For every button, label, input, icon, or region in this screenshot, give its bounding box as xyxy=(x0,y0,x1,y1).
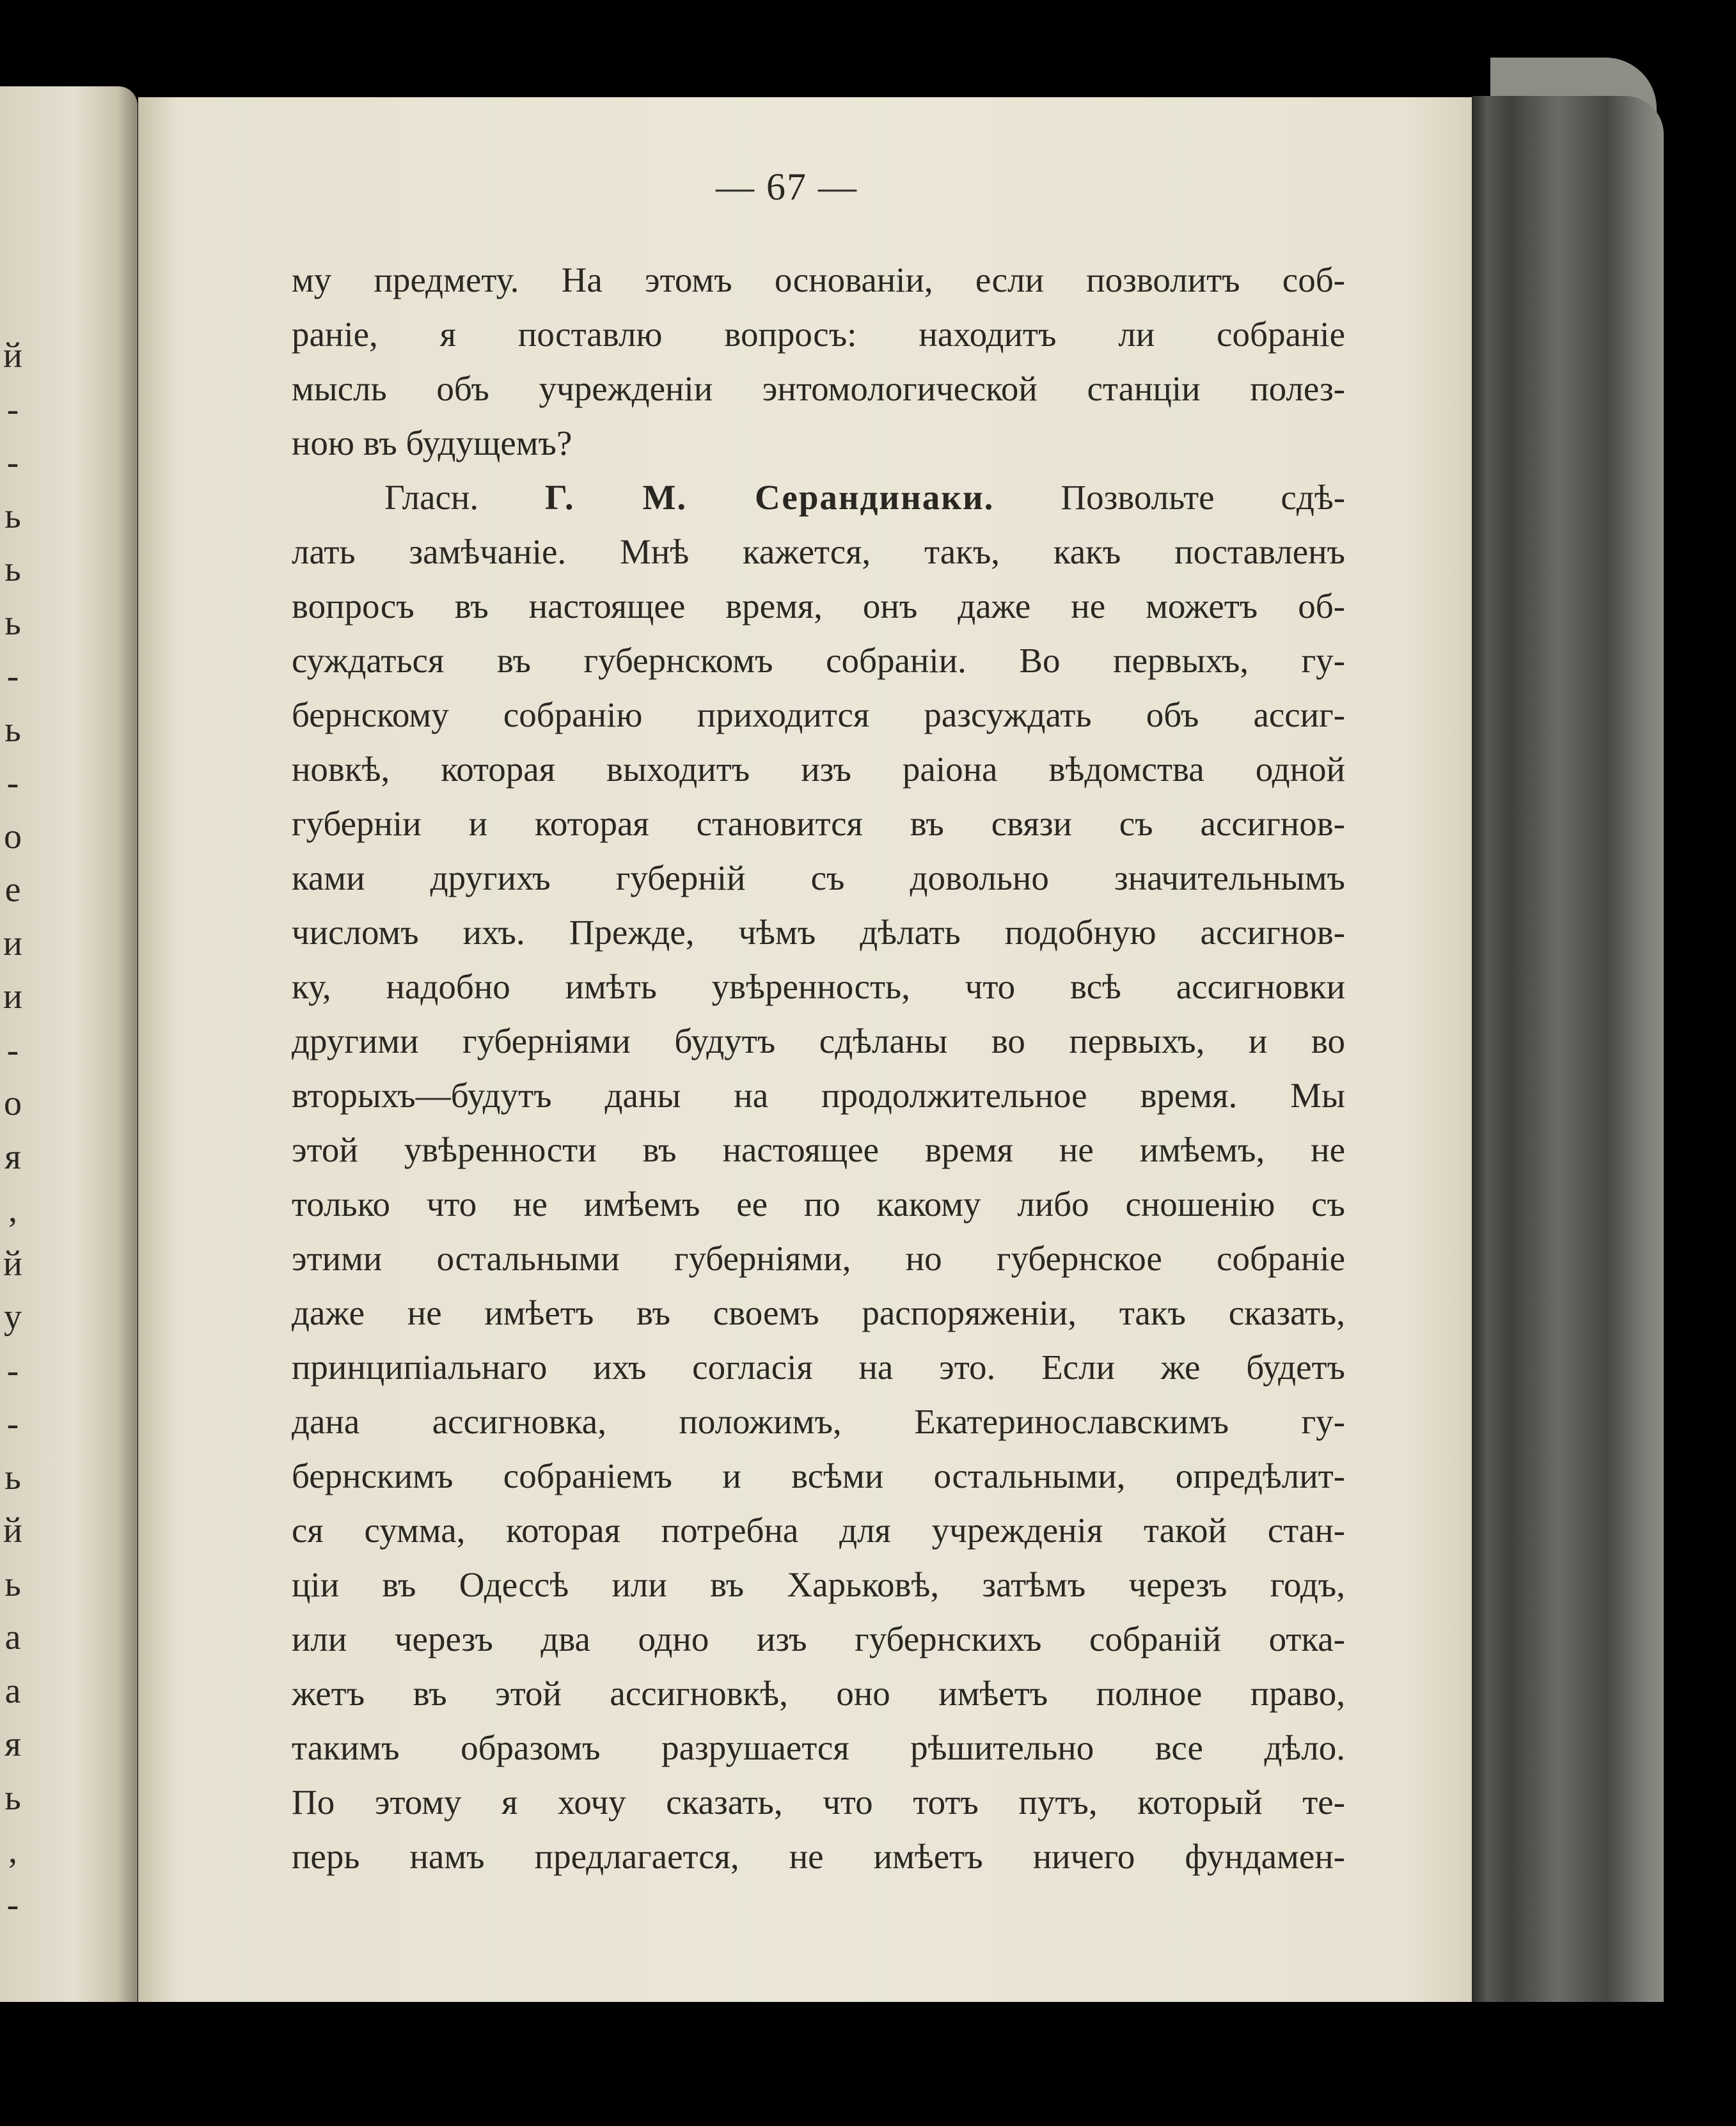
edge-char: ь xyxy=(4,709,21,750)
text-line: бернскому собранiю приходится разсуждать объ ассиг- xyxy=(292,695,1345,734)
speech-heading-line xyxy=(292,470,1345,524)
text-line: дана ассигновка, положимъ, Екатеринославскимъ гу- xyxy=(292,1402,1345,1441)
edge-char: ь xyxy=(4,602,21,643)
edge-char: о xyxy=(4,1083,22,1123)
text-line: только что не имѣемъ ее по какому либо сношенiю съ xyxy=(292,1185,1345,1224)
text-line: ся сумма, которая потребна для учрежденiя такой стан- xyxy=(292,1511,1345,1550)
text-line: вопросъ въ настоящее время, онъ даже не можетъ об- xyxy=(292,587,1345,626)
text-line: ками другихъ губернiй съ довольно значительнымъ xyxy=(292,858,1345,897)
text-line: му предмету. На этомъ основанiи, если позволитъ соб- xyxy=(292,260,1345,299)
edge-char: й xyxy=(3,1511,22,1550)
edge-char: - xyxy=(6,1350,19,1390)
edge-char: и xyxy=(3,977,22,1016)
edge-char: ь xyxy=(4,496,21,536)
edge-char: , xyxy=(8,1190,17,1230)
edge-char: - xyxy=(6,1884,19,1925)
text-line: другими губернiями будутъ сдѣланы во первыхъ, и во xyxy=(292,1021,1345,1060)
edge-char: у xyxy=(4,1297,22,1337)
edge-char: о xyxy=(4,816,22,856)
text-line: ку, надобно имѣть увѣренность, что всѣ ассигновки xyxy=(292,967,1345,1006)
edge-char: , xyxy=(8,1831,17,1871)
edge-char: ь xyxy=(4,549,21,589)
edge-char: а xyxy=(4,1618,21,1657)
edge-char: - xyxy=(6,1404,19,1444)
edge-char: и xyxy=(3,923,22,963)
text-line: губернiи и которая становится въ связи съ ассигнов- xyxy=(292,804,1345,843)
text-line: даже не имѣетъ въ своемъ распоряженiи, такъ сказать, xyxy=(292,1293,1345,1332)
edge-char: - xyxy=(6,656,19,696)
edge-char: ь xyxy=(4,1777,21,1818)
text-line: ною въ будущемъ? xyxy=(292,423,572,462)
text-line: вторыхъ—будутъ даны на продолжительное время. Мы xyxy=(292,1076,1345,1115)
edge-char: ь xyxy=(4,1564,21,1604)
edge-char: й xyxy=(3,1243,22,1284)
text-line: бернскимъ собранiемъ и всѣми остальными, опредѣлит- xyxy=(292,1456,1345,1495)
edge-char: - xyxy=(6,389,19,429)
speech-first-line: Позвольте сдѣ- xyxy=(1061,478,1346,517)
text-line: числомъ ихъ. Прежде, чѣмъ дѣлать подобную ассигнов- xyxy=(292,913,1345,952)
text-line: такимъ образомъ разрушается рѣшительно все дѣло. xyxy=(292,1728,1345,1767)
text-line: новкѣ, которая выходитъ изъ раiона вѣдомства одной xyxy=(292,750,1345,789)
text-line: этими остальными губернiями, но губернское собранiе xyxy=(292,1239,1345,1278)
text-line: ранiе, я поставлю вопросъ: находитъ ли собранiе xyxy=(292,315,1345,354)
text-line: цiи въ Одессѣ или въ Харьковѣ, затѣмъ черезъ годъ, xyxy=(292,1565,1345,1604)
text-line: суждаться въ губернскомъ собранiи. Во первыхъ, гу- xyxy=(292,641,1345,680)
text-line: жетъ въ этой ассигновкѣ, оно имѣетъ полное право, xyxy=(292,1674,1345,1713)
text-line: лать замѣчанiе. Мнѣ кажется, такъ, какъ поставленъ xyxy=(292,532,1345,571)
text-line: мысль объ учрежденiи энтомологической станцiи полез- xyxy=(292,369,1345,408)
edge-char: - xyxy=(6,763,19,803)
edge-char: й xyxy=(3,336,22,375)
page-number: — 67 — xyxy=(716,166,858,208)
text-line: перь намъ предлагается, не имѣетъ ничего фундамен- xyxy=(292,1837,1345,1876)
speaker-prefix: Гласн. xyxy=(384,478,479,517)
text-line: или черезъ два одно изъ губернскихъ собранiй отка- xyxy=(292,1619,1345,1658)
text-line: принципiальнаго ихъ согласiя на это. Если же будетъ xyxy=(292,1348,1345,1387)
book-page-edges xyxy=(1472,96,1664,2002)
edge-char: я xyxy=(4,1137,21,1177)
text-line: этой увѣренности въ настоящее время не имѣемъ, не xyxy=(292,1130,1345,1169)
edge-char: - xyxy=(6,443,19,482)
page-text xyxy=(292,253,1345,1884)
speaker-name: Г. М. Серандинаки. xyxy=(545,478,995,517)
left-page xyxy=(0,86,138,2002)
text-line: По этому я хочу сказать, что тотъ путъ, который те- xyxy=(292,1783,1345,1822)
edge-char: ь xyxy=(4,1457,21,1497)
edge-char: я xyxy=(4,1724,21,1764)
edge-char: е xyxy=(4,870,21,909)
edge-char: а xyxy=(4,1671,21,1711)
left-page-edge-text xyxy=(0,329,26,1932)
edge-char: - xyxy=(6,1030,19,1070)
